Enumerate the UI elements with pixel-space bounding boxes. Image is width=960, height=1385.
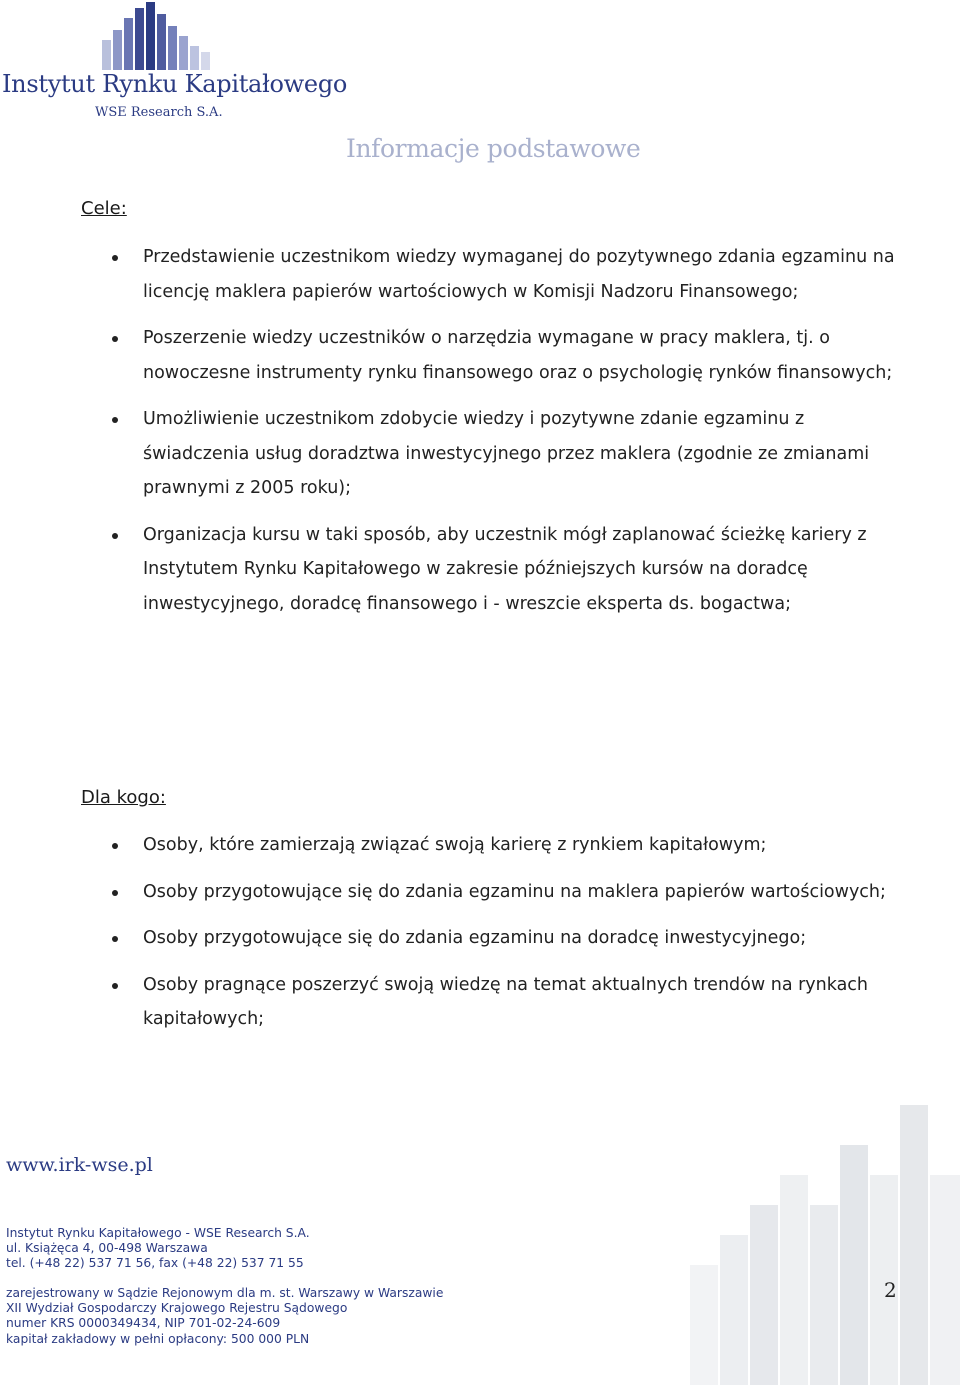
footer-registration-line: numer KRS 0000349434, NIP 701-02-24-609 xyxy=(6,1316,281,1331)
list-item-text: Osoby przygotowujące się do zdania egzaminu na maklera papierów wartościowych; xyxy=(143,881,886,902)
bullet-icon xyxy=(112,890,118,896)
bullet-icon xyxy=(112,336,118,342)
logo-subtitle: WSE Research S.A. xyxy=(95,105,223,120)
bullet-icon xyxy=(112,936,118,942)
list-item-text: Osoby pragnące poszerzyć swoją wiedzę na temat aktualnych trendów na rynkach kapitałowych; xyxy=(143,974,869,1029)
footer-registration xyxy=(6,1286,443,1347)
list-item-text: Osoby, które zamierzają związać swoją karierę z rynkiem kapitałowym; xyxy=(143,835,767,855)
logo-name: Instytut Rynku Kapitałowego xyxy=(2,70,348,98)
list-item xyxy=(0,968,903,1037)
audience-list xyxy=(0,828,960,1037)
footer-address-line: Instytut Rynku Kapitałowego - WSE Research S.A. xyxy=(6,1226,310,1240)
list-item xyxy=(0,240,903,309)
list-item-text: Osoby przygotowujące się do zdania egzaminu na doradcę inwestycyjnego; xyxy=(143,928,807,948)
footer-registration-line: kapitał zakładowy w pełni opłacony: 500 000 PLN xyxy=(6,1331,310,1346)
list-item xyxy=(0,402,903,506)
bullet-icon xyxy=(112,255,118,261)
footer-decor-bars xyxy=(690,1105,960,1385)
logo-bars-graphic xyxy=(100,0,300,70)
section-title-goals: Cele: xyxy=(81,198,127,219)
bullet-icon xyxy=(112,417,118,423)
footer-registration-line: zarejestrowany w Sądzie Rejonowym dla m. st. Warszawy w Warszawie xyxy=(6,1286,444,1300)
footer-address xyxy=(6,1226,310,1272)
page-heading: Informacje podstawowe xyxy=(346,134,641,163)
list-item-text: Organizacja kursu w taki sposób, aby uczestnik mógł zaplanować ścieżkę kariery z Instytutem Rynku Kapitałowego w zakresie późniejszych kursów na doradcę inwestycyjnego, doradcę finansowego i - wreszcie eksperta ds. bogactwa; xyxy=(143,524,867,614)
footer-website-link[interactable]: www.irk-wse.pl xyxy=(6,1154,153,1176)
list-item xyxy=(0,828,903,863)
bullet-icon xyxy=(112,983,118,989)
bullet-icon xyxy=(112,533,118,539)
list-item xyxy=(0,518,903,622)
list-item-text: Przedstawienie uczestnikom wiedzy wymaganej do pozytywnego zdania egzaminu na licencję maklera papierów wartościowych w Komisji Nadzoru Finansowego; xyxy=(143,247,895,302)
page-number: 2 xyxy=(884,1278,897,1302)
company-logo xyxy=(0,0,348,125)
bullet-icon xyxy=(112,843,118,849)
list-item-text: Umożliwienie uczestnikom zdobycie wiedzy i pozytywne zdanie egzaminu z świadczenia usług doradztwa inwestycyjnego przez maklera (zgodnie ze zmianami prawnymi z 2005 roku); xyxy=(143,409,870,498)
footer-registration-line: XII Wydział Gospodarczy Krajowego Rejestru Sądowego xyxy=(6,1301,348,1316)
footer-address-line: tel. (+48 22) 537 71 56, fax (+48 22) 537 71 55 xyxy=(6,1256,304,1271)
section-title-audience: Dla kogo: xyxy=(81,787,166,808)
list-item xyxy=(0,921,903,956)
list-item xyxy=(0,321,903,390)
list-item-text: Poszerzenie wiedzy uczestników o narzędzia wymagane w pracy maklera, tj. o nowoczesne instrumenty rynku finansowego oraz o psychologię rynków finansowych; xyxy=(143,328,893,383)
footer-address-line: ul. Książęca 4, 00-498 Warszawa xyxy=(6,1241,208,1256)
goals-list xyxy=(0,240,960,621)
list-item xyxy=(0,875,903,910)
